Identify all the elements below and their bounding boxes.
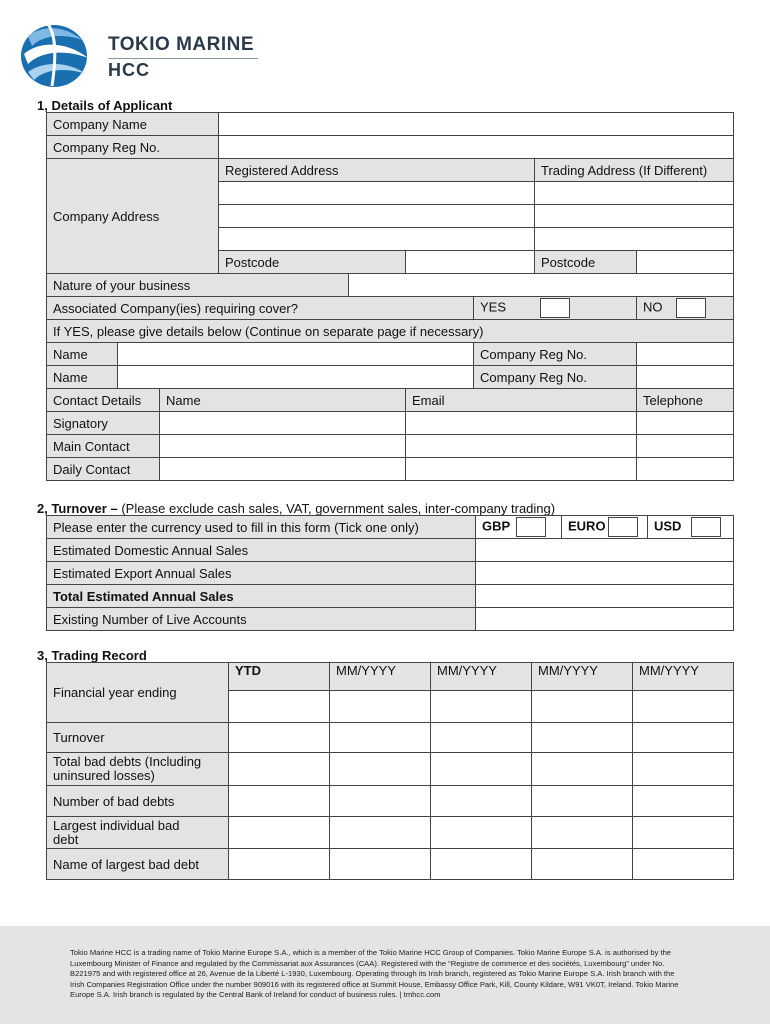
bad-debts-period-2-field[interactable] bbox=[431, 753, 532, 786]
period-header-1: MM/YYYY bbox=[330, 663, 431, 691]
bad-debts-label bbox=[47, 753, 229, 786]
largest-bad-debt-period-4-field[interactable] bbox=[633, 817, 734, 849]
associated-name-label-1: Name bbox=[47, 343, 118, 366]
associated-reg-field-1[interactable] bbox=[637, 343, 734, 366]
contact-details-label: Contact Details bbox=[47, 389, 160, 412]
footer-legal-text: Tokio Marine HCC is a trading name of Tokio Marine Europe S.A., which is a member of the Tokio Marine HCC Group of Companies. Tokio Marine Europe S.A. is authorised by the Luxembourg Minister of Finance and regulated by the Commissariat aux Assurances (CAA). Registered with the “Registre de commerce et des sociétés, Luxembourg” under No. B221975 and with registered office at 26, Avenue de la Liberté L-1930, Luxembourg. Operating through its Irish branch, registered as Tokio Marine Europe S.A. Irish branch with the Irish Companies Registration Office under the number 909016 with its registered office at Summit House, Embassy Office Park, Kill, County Kildare, W91 VK0T, Ireland. Tokio Marine Europe S.A. Irish branch is regulated by the Central Bank of Ireland for conduct of business rules. | tmhcc.com bbox=[70, 948, 679, 1000]
fy-period-4-field[interactable] bbox=[633, 691, 734, 723]
name-largest-period-2-field[interactable] bbox=[431, 849, 532, 880]
name-largest-period-4-field[interactable] bbox=[633, 849, 734, 880]
domestic-sales-field[interactable] bbox=[476, 539, 734, 562]
associated-no-option bbox=[637, 297, 734, 320]
turnover-ytd-field[interactable] bbox=[229, 723, 330, 753]
number-bad-debts-period-3-field[interactable] bbox=[532, 786, 633, 817]
company-logo bbox=[14, 16, 264, 92]
number-bad-debts-period-4-field[interactable] bbox=[633, 786, 734, 817]
period-header-4: MM/YYYY bbox=[633, 663, 734, 691]
largest-bad-debt-label bbox=[47, 817, 229, 849]
associated-reg-label-1: Company Reg No. bbox=[474, 343, 637, 366]
largest-bad-debt-label-line-1: Largest individual bad bbox=[53, 817, 180, 833]
associated-name-field-2[interactable] bbox=[118, 366, 474, 389]
turnover-table bbox=[46, 515, 734, 631]
associated-name-label-2: Name bbox=[47, 366, 118, 389]
number-bad-debts-period-2-field[interactable] bbox=[431, 786, 532, 817]
trading-address-header: Trading Address (If Different) bbox=[535, 159, 734, 182]
usd-label: USD bbox=[654, 518, 682, 534]
largest-bad-debt-ytd-field[interactable] bbox=[229, 817, 330, 849]
bad-debts-period-1-field[interactable] bbox=[330, 753, 431, 786]
fy-ytd-field[interactable] bbox=[229, 691, 330, 723]
logo-text-hcc: HCC bbox=[108, 60, 150, 80]
signatory-label: Signatory bbox=[47, 412, 160, 435]
registered-address-header: Registered Address bbox=[219, 159, 535, 182]
section2-note: (Please exclude cash sales, VAT, government sales, inter-company trading) bbox=[121, 501, 556, 516]
daily-contact-email-field[interactable] bbox=[406, 458, 637, 481]
bad-debts-label-line-2: uninsured losses) bbox=[53, 768, 155, 783]
main-contact-label: Main Contact bbox=[47, 435, 160, 458]
footer bbox=[0, 926, 770, 1024]
euro-label: EURO bbox=[568, 518, 606, 534]
logo-emblem-icon bbox=[14, 16, 98, 92]
trading-address-line-1[interactable] bbox=[535, 182, 734, 205]
number-bad-debts-period-1-field[interactable] bbox=[330, 786, 431, 817]
main-contact-telephone-field[interactable] bbox=[637, 435, 734, 458]
turnover-period-4-field[interactable] bbox=[633, 723, 734, 753]
name-largest-ytd-field[interactable] bbox=[229, 849, 330, 880]
nature-of-business-field[interactable] bbox=[349, 274, 734, 297]
turnover-period-3-field[interactable] bbox=[532, 723, 633, 753]
no-label: NO bbox=[643, 299, 663, 315]
period-header-2: MM/YYYY bbox=[431, 663, 532, 691]
associated-reg-label-2: Company Reg No. bbox=[474, 366, 637, 389]
gbp-checkbox[interactable] bbox=[516, 517, 546, 537]
company-name-field[interactable] bbox=[219, 113, 734, 136]
logo-divider bbox=[108, 58, 258, 59]
turnover-label: Turnover bbox=[47, 723, 229, 753]
main-contact-email-field[interactable] bbox=[406, 435, 637, 458]
main-contact-name-field[interactable] bbox=[160, 435, 406, 458]
nature-of-business-label: Nature of your business bbox=[47, 274, 349, 297]
bad-debts-period-4-field[interactable] bbox=[633, 753, 734, 786]
trading-address-line-3[interactable] bbox=[535, 228, 734, 251]
company-name-label: Company Name bbox=[47, 113, 219, 136]
registered-postcode-field[interactable] bbox=[406, 251, 535, 274]
company-reg-label: Company Reg No. bbox=[47, 136, 219, 159]
usd-checkbox[interactable] bbox=[691, 517, 721, 537]
export-sales-label: Estimated Export Annual Sales bbox=[47, 562, 476, 585]
number-bad-debts-label: Number of bad debts bbox=[47, 786, 229, 817]
name-largest-period-1-field[interactable] bbox=[330, 849, 431, 880]
total-sales-field[interactable] bbox=[476, 585, 734, 608]
live-accounts-field[interactable] bbox=[476, 608, 734, 631]
currency-prompt: Please enter the currency used to fill in this form (Tick one only) bbox=[47, 516, 476, 539]
live-accounts-label: Existing Number of Live Accounts bbox=[47, 608, 476, 631]
usd-option bbox=[648, 516, 734, 539]
section2-heading bbox=[37, 501, 555, 516]
fy-period-2-field[interactable] bbox=[431, 691, 532, 723]
largest-bad-debt-period-1-field[interactable] bbox=[330, 817, 431, 849]
if-yes-instructions: If YES, please give details below (Continue on separate page if necessary) bbox=[47, 320, 734, 343]
associated-yes-option bbox=[474, 297, 637, 320]
largest-bad-debt-period-2-field[interactable] bbox=[431, 817, 532, 849]
daily-contact-name-field[interactable] bbox=[160, 458, 406, 481]
largest-bad-debt-period-3-field[interactable] bbox=[532, 817, 633, 849]
gbp-label: GBP bbox=[482, 518, 511, 534]
section2-title: 2, Turnover – bbox=[37, 501, 118, 516]
total-sales-label: Total Estimated Annual Sales bbox=[47, 585, 476, 608]
turnover-period-1-field[interactable] bbox=[330, 723, 431, 753]
associated-name-field-1[interactable] bbox=[118, 343, 474, 366]
company-address-label: Company Address bbox=[47, 159, 219, 274]
fy-period-1-field[interactable] bbox=[330, 691, 431, 723]
trading-postcode-field[interactable] bbox=[637, 251, 734, 274]
signatory-email-field[interactable] bbox=[406, 412, 637, 435]
registered-address-line-3[interactable] bbox=[219, 228, 535, 251]
trading-address-line-2[interactable] bbox=[535, 205, 734, 228]
no-checkbox[interactable] bbox=[676, 298, 706, 318]
registered-address-line-1[interactable] bbox=[219, 182, 535, 205]
largest-bad-debt-label-line-2: debt bbox=[53, 831, 79, 847]
name-largest-period-3-field[interactable] bbox=[532, 849, 633, 880]
section3-heading: 3, Trading Record bbox=[37, 648, 147, 663]
section1-heading: 1, Details of Applicant bbox=[37, 98, 173, 113]
export-sales-field[interactable] bbox=[476, 562, 734, 585]
contact-email-header: Email bbox=[406, 389, 637, 412]
associated-reg-field-2[interactable] bbox=[637, 366, 734, 389]
signatory-telephone-field[interactable] bbox=[637, 412, 734, 435]
daily-contact-label: Daily Contact bbox=[47, 458, 160, 481]
turnover-period-2-field[interactable] bbox=[431, 723, 532, 753]
contact-name-header: Name bbox=[160, 389, 406, 412]
associated-companies-label: Associated Company(ies) requiring cover? bbox=[47, 297, 474, 320]
fy-period-3-field[interactable] bbox=[532, 691, 633, 723]
euro-option bbox=[562, 516, 648, 539]
euro-checkbox[interactable] bbox=[608, 517, 638, 537]
bad-debts-ytd-field[interactable] bbox=[229, 753, 330, 786]
bad-debts-period-3-field[interactable] bbox=[532, 753, 633, 786]
yes-checkbox[interactable] bbox=[540, 298, 570, 318]
company-reg-field[interactable] bbox=[219, 136, 734, 159]
period-header-3: MM/YYYY bbox=[532, 663, 633, 691]
name-largest-bad-debt-label: Name of largest bad debt bbox=[47, 849, 229, 880]
gbp-option bbox=[476, 516, 562, 539]
registered-postcode-label: Postcode bbox=[219, 251, 406, 274]
trading-postcode-label: Postcode bbox=[535, 251, 637, 274]
yes-label: YES bbox=[480, 299, 507, 315]
fy-ending-label: Financial year ending bbox=[47, 663, 229, 723]
bad-debts-label-line-1: Total bad debts (Including bbox=[53, 754, 202, 769]
number-bad-debts-ytd-field[interactable] bbox=[229, 786, 330, 817]
daily-contact-telephone-field[interactable] bbox=[637, 458, 734, 481]
contact-telephone-header: Telephone bbox=[637, 389, 734, 412]
registered-address-line-2[interactable] bbox=[219, 205, 535, 228]
ytd-header: YTD bbox=[229, 663, 330, 691]
signatory-name-field[interactable] bbox=[160, 412, 406, 435]
logo-text-tokio-marine: TOKIO MARINE bbox=[108, 34, 255, 55]
trading-record-table bbox=[46, 662, 734, 880]
applicant-details-table bbox=[46, 112, 734, 481]
domestic-sales-label: Estimated Domestic Annual Sales bbox=[47, 539, 476, 562]
